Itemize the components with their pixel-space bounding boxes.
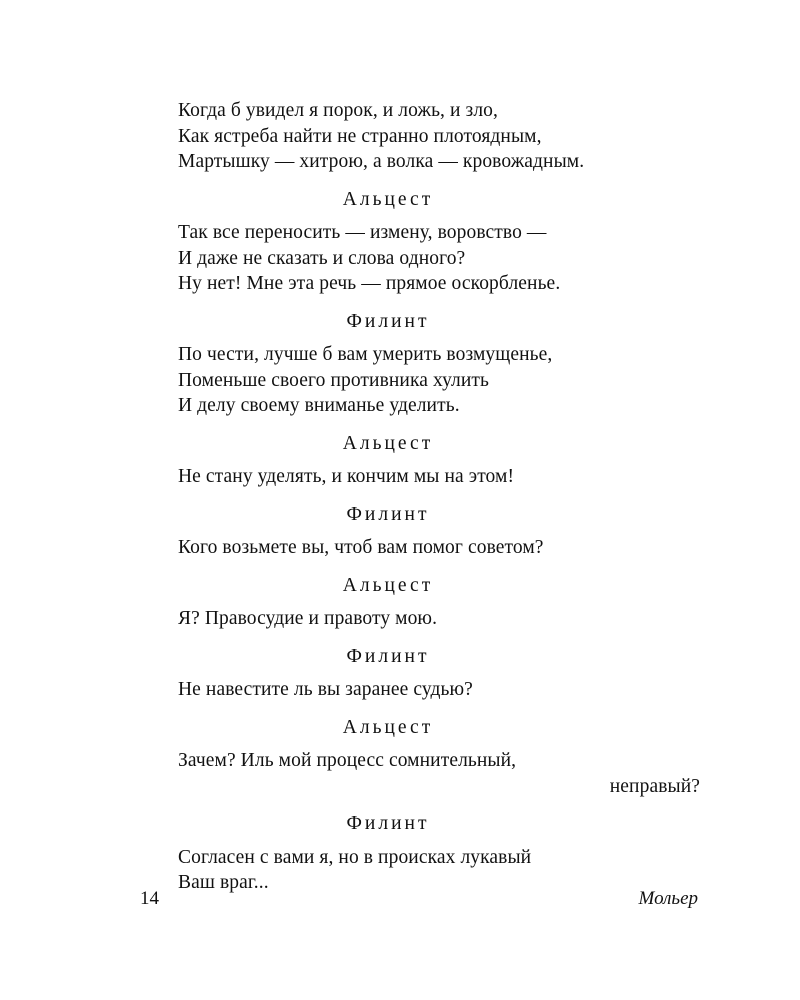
verse-stanza: [178, 748, 700, 799]
page-number: 14: [140, 888, 159, 909]
verse-line: Я? Правосудие и правоту мою.: [178, 608, 438, 629]
verse-stanza: [178, 535, 700, 561]
verse-stanza: [178, 220, 700, 297]
running-title: Мольер: [638, 888, 698, 909]
verse-line: Так все переносить — измену, воровство —: [178, 222, 547, 243]
speaker-name: Филинт: [346, 310, 430, 332]
verse-line: Как ястреба найти не странно плотоядным,: [178, 125, 542, 147]
verse-line: По чести, лучше б вам умерить возмущенье,: [178, 344, 553, 365]
verse-line: И даже не сказать и слова одного?: [178, 247, 466, 269]
verse-line: Не стану уделять, и кончим мы на этом!: [178, 466, 515, 487]
verse-line: Согласен с вами я, но в происках лукавый: [178, 846, 532, 868]
verse-line: Ваш враг...: [178, 872, 269, 893]
speaker-name: Альцест: [342, 432, 434, 454]
verse-line: Зачем? Иль мой процесс сомнительный,: [178, 750, 517, 771]
verse-line: Не навестите ль вы заранее судью?: [178, 679, 473, 700]
verse-line: Поменьше своего противника хулить: [178, 369, 490, 391]
verse-line-continuation: неправый?: [609, 775, 700, 797]
verse-stanza: [178, 464, 700, 490]
verse-stanza: [178, 98, 700, 175]
verse-line: Ну нет! Мне эта речь — прямое оскорбленье.: [178, 273, 561, 294]
verse-line: Когда б увидел я порок, и ложь, и зло,: [178, 100, 498, 121]
speaker-name: Филинт: [346, 813, 430, 834]
speaker-name: Альцест: [342, 188, 434, 210]
speaker-name: Филинт: [346, 645, 430, 667]
speaker-name: Альцест: [342, 716, 434, 738]
verse-line: Мартышку — хитрою, а волка — кровожадным.: [178, 151, 585, 172]
speaker-name: Альцест: [342, 574, 434, 596]
verse-line: Кого возьмете вы, чтоб вам помог советом?: [178, 537, 544, 558]
verse-stanza: [178, 606, 700, 632]
verse-line: И делу своему вниманье уделить.: [178, 395, 460, 416]
verse-stanza: [178, 342, 700, 419]
play-text: [178, 98, 700, 896]
page-footer: [140, 886, 698, 912]
verse-stanza: [178, 677, 700, 703]
speaker-name: Филинт: [346, 503, 430, 525]
